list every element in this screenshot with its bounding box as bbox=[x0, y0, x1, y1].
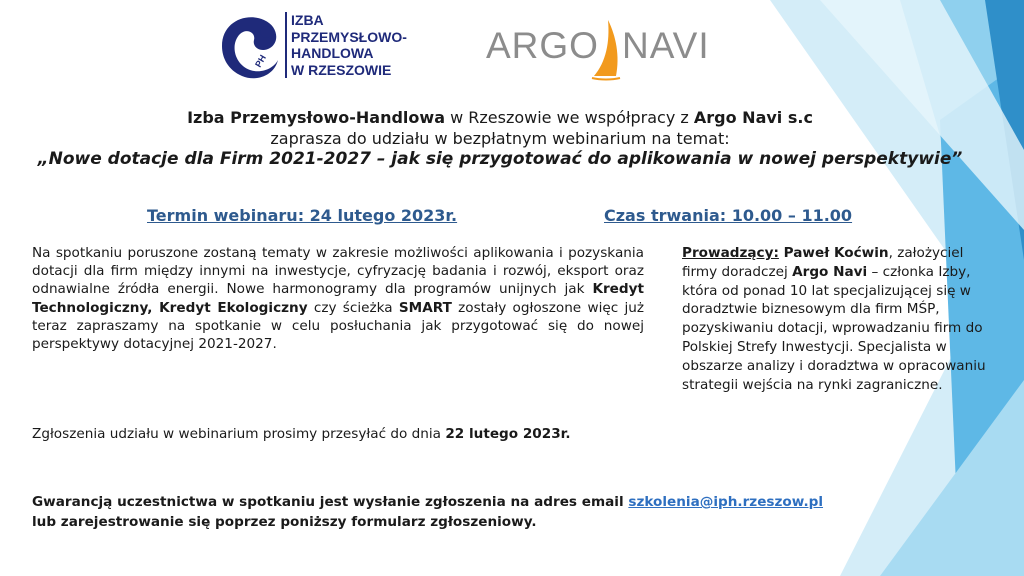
deadline-block bbox=[32, 425, 672, 443]
iph-line-1: IZBA bbox=[291, 12, 324, 28]
desc-smart: SMART bbox=[398, 299, 452, 316]
email-link[interactable]: szkolenia@iph.rzeszow.pl bbox=[628, 494, 824, 510]
sail-icon bbox=[586, 18, 626, 82]
desc-part-c: czy ścieżka bbox=[307, 299, 399, 316]
guarantee-block bbox=[32, 492, 892, 532]
webinar-date: Termin webinaru: 24 lutego 2023r. bbox=[147, 206, 458, 225]
guarantee-line-2: lub zarejestrowanie się poprzez poniższy formularz zgłoszeniowy. bbox=[32, 514, 537, 530]
cooperation-text: we współpracy z bbox=[551, 108, 694, 127]
speaker-label: Prowadzący: bbox=[682, 245, 779, 261]
speaker-firm: Argo Navi bbox=[792, 263, 868, 280]
iph-logo-text bbox=[285, 12, 407, 78]
org-city: w Rzeszowie bbox=[444, 108, 552, 127]
desc-credit-programs: Kredyt Technologiczny, Kredyt Ekologiczny bbox=[32, 281, 644, 316]
desc-part-a: Na spotkaniu poruszone zostaną tematy w zakresie możliwości aplikowania i pozyskania dotacji dla firm między innymi na inwestycje, cyfryzację badania i rozwój, eksport oraz odnawialne źródła energii. Nowe harmonogramy dla programów unijnych jak bbox=[32, 245, 644, 298]
speaker-text-2: – członka Izby, która od ponad 10 lat specjalizującej się w doradztwie biznesowym dla firm MŚP, pozyskiwaniu dotacji, wprowadzaniu firm do Polskiej Strefy Inwestycji. Specjalista w obszarze analizy i doradztwa w opracowaniu strategii wejścia na rynki zagraniczne. bbox=[682, 263, 986, 393]
iph-line-4: W RZESZOWIE bbox=[291, 61, 392, 78]
partner-name: Argo Navi s.c bbox=[693, 108, 813, 127]
iph-line-3: HANDLOWA bbox=[291, 45, 374, 61]
iph-mark-text: PH bbox=[253, 53, 268, 69]
intro-line-1 bbox=[30, 107, 970, 128]
webinar-duration: Czas trwania: 10.00 – 11.00 bbox=[604, 206, 853, 225]
iph-logo-mark-icon bbox=[216, 10, 286, 82]
webinar-topic: „Nowe dotacje dla Firm 2021-2027 – jak się przygotować do aplikowania w nowej perspektywie” bbox=[37, 149, 963, 169]
description-paragraph bbox=[32, 244, 644, 353]
description-block bbox=[32, 244, 644, 353]
speaker-text-1: , założyciel firmy doradczej bbox=[682, 245, 964, 280]
invite-text: zaprasza do udziału w bezpłatnym webinarium na temat: bbox=[270, 129, 730, 148]
guarantee-text: Gwarancją uczestnictwa w spotkaniu jest wysłanie zgłoszenia na adres email bbox=[32, 494, 629, 510]
argo-word: ARGO bbox=[486, 25, 599, 66]
argo-navi-logo bbox=[486, 18, 716, 86]
deadline-date: 22 lutego 2023r. bbox=[445, 426, 571, 442]
speaker-block bbox=[682, 244, 987, 394]
navi-word: NAVI bbox=[622, 25, 710, 66]
org-name: Izba Przemysłowo-Handlowa bbox=[187, 108, 445, 127]
speaker-paragraph bbox=[682, 244, 987, 394]
iph-line-2: PRZEMYSŁOWO- bbox=[291, 28, 407, 45]
iph-logo bbox=[216, 10, 421, 85]
desc-part-d: zostały ogłoszone więc już teraz zapraszamy na spotkanie w celu posłuchania jak przygotować się do nowej perspektywy dotacyjnej 2021-2027. bbox=[32, 299, 644, 353]
speaker-name: Paweł Koćwin bbox=[778, 245, 889, 261]
intro-block bbox=[30, 107, 970, 170]
deadline-text: Zgłoszenia udziału w webinarium prosimy przesyłać do dnia bbox=[32, 426, 446, 442]
guarantee-line-1 bbox=[32, 492, 892, 512]
